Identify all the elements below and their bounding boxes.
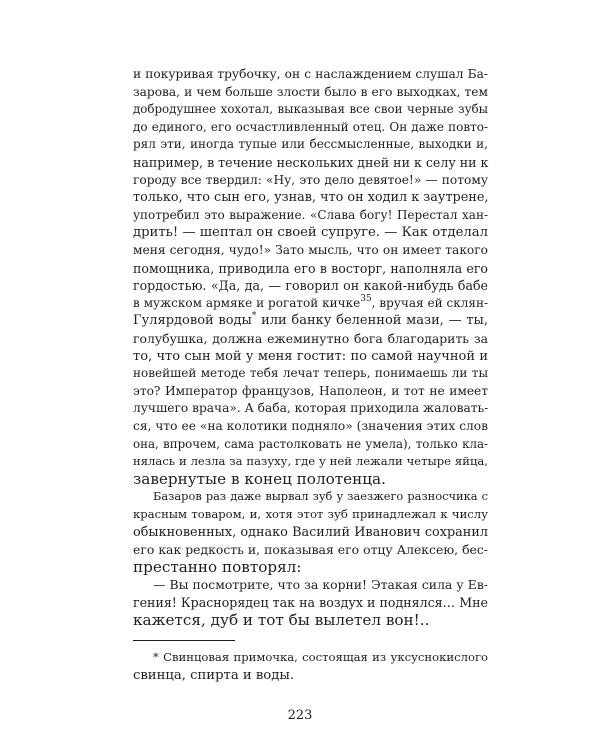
text-line: употребил это выражение. «Слава богу! Перестал хан- [133,207,488,222]
footnote-line: * Свинцовая примочка, состоящая из уксуснокислого [153,650,488,664]
text-line: лучшего врача». А баба, которая приходила жаловать- [133,401,489,416]
text-line: нялась и лезла за пазуху, где у ней лежали четыре яйца, [133,454,488,469]
text-segment: Гулярдовой воды [133,313,252,329]
text-line: например, в течение нескольких дней ни к селу ни к [133,155,489,170]
text-line: Базаров раз даже вырвал зуб у заезжего разносчика с [153,489,488,504]
text-line: помощника, приводила его в восторг, наполняла его [133,260,488,276]
text-segment: или банку беленной мази, — ты, [256,313,488,329]
text-line [133,295,488,313]
text-line: завернутые в конец полотенца. [133,469,386,488]
footnote-line: свинца, спирта и воды. [133,668,295,683]
text-line: красным товаром, и, хотя этот зуб принадлежал к числу [133,507,488,521]
text-line: до единого, его осчастливленный отец. Он даже повто- [133,119,488,134]
page-number: 223 [287,708,313,723]
text-line: кажется, дуб и тот бы вылетел вон!.. [133,610,430,629]
text-line: ся, что ее «на колотики подняло» (значения этих слов [133,419,488,433]
text-line [133,312,488,330]
text-line: гения! Краснорядец так на воздух и поднялся… Мне [133,595,488,610]
text-line: и покуривая трубочку, он с наслаждением слушал Ба- [133,67,488,81]
text-line: голубушка, должна ежеминутно бога благодарить за [133,331,488,346]
footnote-reference-asterisk: * [251,311,257,322]
text-line: меня сегодня, чудо!» Зато мысль, что он имеет такого [133,243,488,257]
text-line: гордостью. «Да, да, — говорил он какой-нибудь бабе [133,278,488,294]
text-segment: , вручая ей склян- [371,295,489,310]
text-line: она, впрочем, сама растолковать не умела), только кла- [133,436,488,451]
text-line: только, что сын его, узнав, что он ходил к заутрене, [133,190,489,206]
text-line: то, что сын мой у меня гостит: по самой научной и [133,348,488,364]
footnote-rule [133,640,235,641]
text-line: — Вы посмотрите, что за корни! Этакая сила у Ев- [153,577,488,593]
note-reference-35: 35 [360,293,372,304]
text-line: рял эти, иногда тупые или бессмысленные, выходки и, [133,137,488,152]
text-line: зарова, и чем больше злости было в его выходках, тем [133,84,488,99]
text-line: дрить! — шептал он своей супруге. — Как отделал [133,225,488,241]
text-line: его как редкость и, показывая его отцу Алексею, бес- [133,542,488,558]
text-line: это? Император французов, Наполеон, и тот не имеет [133,383,488,398]
text-segment: в мужском армяке и рогатой кичке [133,295,361,310]
text-line: добродушнее хохотал, выказывая все свои черные зубы [133,102,488,117]
text-line: престанно повторял: [133,557,302,576]
text-line: городу все твердил: «Ну, это дело девятое!» — потому [133,172,488,187]
text-line: новейшей методе тебя лечат теперь, понимаешь ли ты [133,366,488,381]
text-line: обыкновенных, однако Василий Иванович сохранил [133,524,488,540]
